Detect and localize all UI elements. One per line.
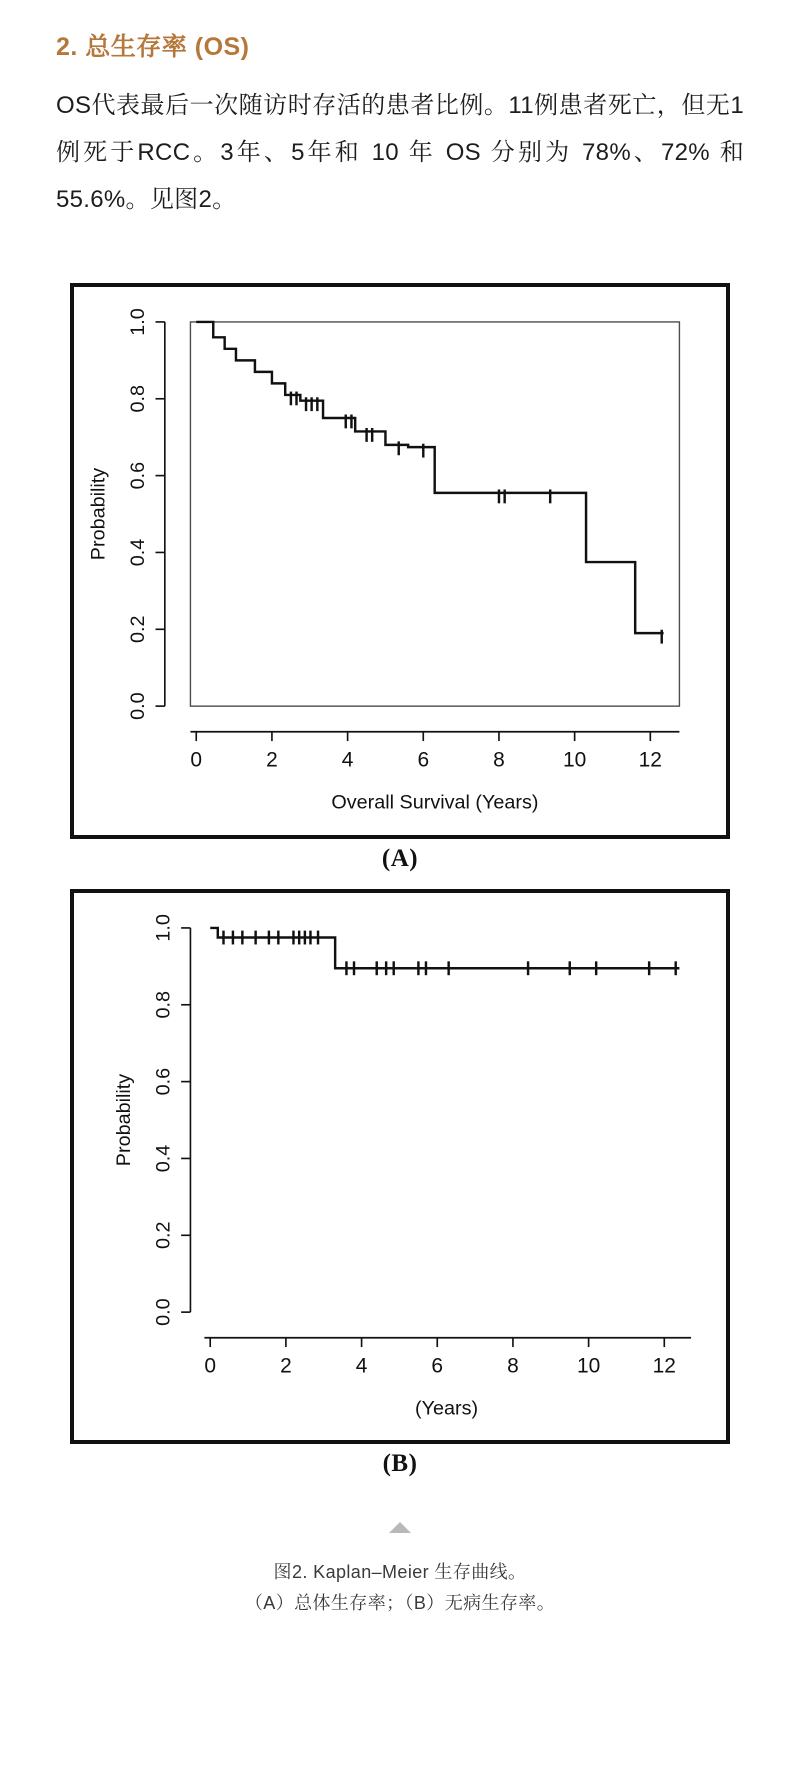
y-tick-labels-b bbox=[152, 914, 174, 1326]
panel-b-frame bbox=[70, 889, 730, 1444]
x-axis-label-b: (Years) bbox=[415, 1397, 479, 1420]
article-text-block bbox=[0, 0, 800, 223]
kaplan-meier-chart-a bbox=[74, 287, 726, 834]
y-axis-b bbox=[181, 928, 190, 1312]
svg-text:6: 6 bbox=[431, 1354, 444, 1378]
svg-text:0: 0 bbox=[190, 749, 203, 773]
x-tick-labels-a bbox=[190, 749, 662, 772]
x-axis-b bbox=[204, 1337, 691, 1346]
x-axis-label-a: Overall Survival (Years) bbox=[331, 791, 539, 814]
svg-text:10: 10 bbox=[576, 1354, 601, 1378]
svg-text:0.6: 0.6 bbox=[126, 462, 149, 490]
kaplan-meier-chart-b bbox=[74, 893, 726, 1440]
svg-text:2: 2 bbox=[280, 1354, 292, 1378]
figure-caption bbox=[70, 1557, 730, 1660]
svg-text:0.8: 0.8 bbox=[152, 990, 175, 1019]
svg-text:2: 2 bbox=[266, 749, 278, 773]
svg-text:0.2: 0.2 bbox=[152, 1221, 175, 1249]
svg-text:0.4: 0.4 bbox=[126, 539, 149, 567]
svg-text:8: 8 bbox=[493, 749, 505, 773]
svg-text:0: 0 bbox=[204, 1354, 217, 1378]
plot-area-a bbox=[190, 322, 679, 706]
svg-text:4: 4 bbox=[341, 749, 354, 773]
svg-text:8: 8 bbox=[507, 1354, 519, 1378]
figure-caption-line-1: 图2. Kaplan–Meier 生存曲线。 bbox=[273, 1561, 527, 1582]
svg-text:0.8: 0.8 bbox=[126, 385, 149, 413]
figure-container bbox=[0, 283, 800, 1659]
svg-text:0.4: 0.4 bbox=[152, 1144, 175, 1172]
y-axis-label-a: Probability bbox=[87, 468, 110, 561]
panel-b-label: (B) bbox=[382, 1449, 418, 1477]
caret-up-icon[interactable] bbox=[389, 1522, 411, 1533]
svg-text:12: 12 bbox=[652, 1354, 676, 1378]
svg-text:0.0: 0.0 bbox=[126, 692, 149, 721]
survival-curve-b bbox=[210, 928, 679, 968]
svg-text:4: 4 bbox=[355, 1354, 368, 1378]
y-axis-a bbox=[156, 322, 165, 706]
page-title: 2. 总生存率 (OS) bbox=[56, 33, 250, 61]
y-tick-labels-a bbox=[127, 309, 149, 721]
svg-text:6: 6 bbox=[417, 749, 430, 773]
panel-a-label: (A) bbox=[381, 844, 419, 872]
y-axis-label-b: Probability bbox=[112, 1073, 135, 1166]
svg-text:1.0: 1.0 bbox=[126, 308, 149, 337]
svg-text:12: 12 bbox=[638, 749, 662, 773]
svg-text:0.2: 0.2 bbox=[126, 615, 149, 644]
article-paragraph: OS代表最后一次随访时存活的患者比例。11例患者死亡，但无1例死于RCC。3年、5年和 10 年 OS 分别为 78%、72% 和 55.6%。见图2。 bbox=[56, 92, 744, 213]
x-tick-labels-b bbox=[204, 1354, 676, 1377]
figure-caption-line-2: （A）总体生存率；（B）无病生存率。 bbox=[244, 1593, 556, 1614]
figure-panel-b bbox=[70, 889, 730, 1488]
svg-text:1.0: 1.0 bbox=[152, 913, 175, 942]
svg-text:10: 10 bbox=[562, 749, 587, 773]
figure-panel-a bbox=[70, 283, 730, 882]
x-axis-a bbox=[190, 732, 679, 741]
panel-a-frame bbox=[70, 283, 730, 838]
svg-text:0.6: 0.6 bbox=[152, 1067, 175, 1095]
svg-text:0.0: 0.0 bbox=[152, 1297, 175, 1326]
